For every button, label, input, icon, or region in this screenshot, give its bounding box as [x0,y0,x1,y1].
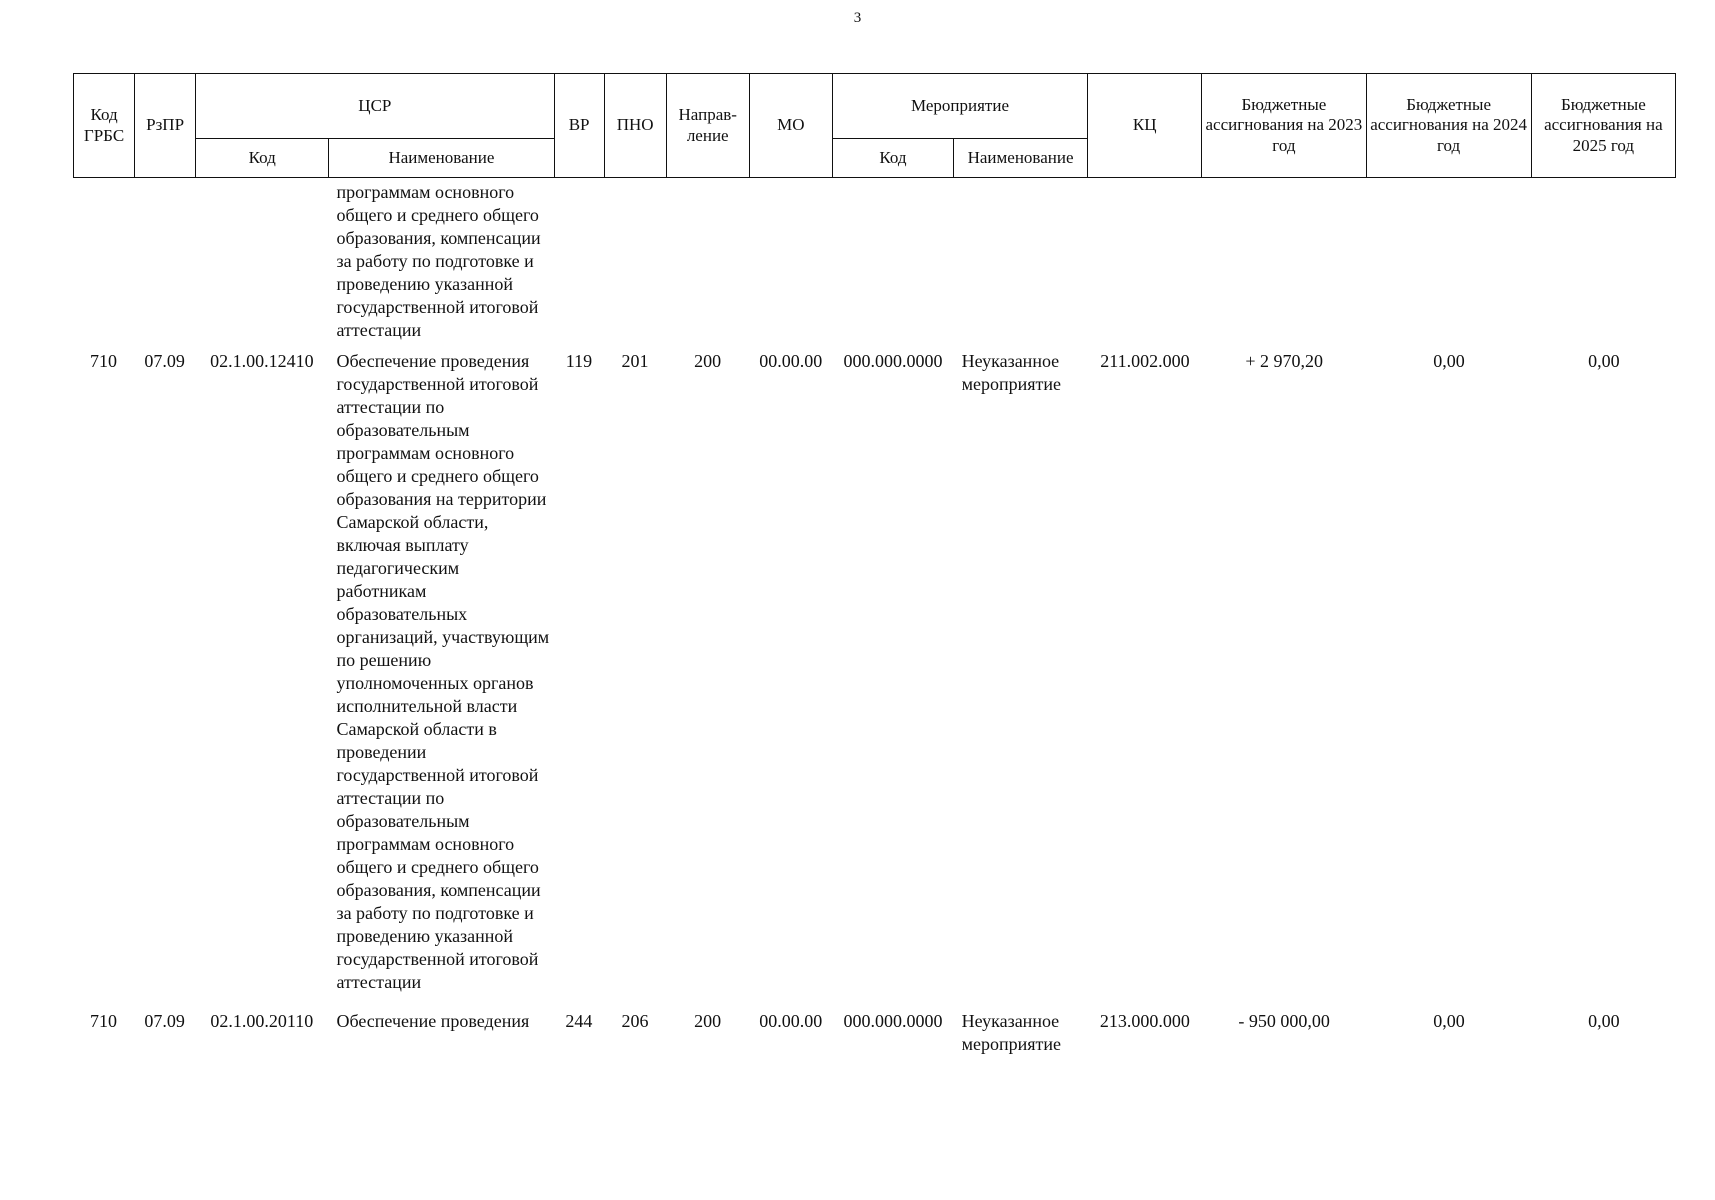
cell-csr-kod: 02.1.00.12410 [210,351,314,371]
table-body [73,181,1676,1056]
cell-mer-name: Неуказанное мероприятие [961,351,1061,394]
page-number: 3 [853,10,862,26]
cell-pno: 206 [621,1011,649,1031]
header-budget-2025: Бюджетные ассигнования на 2025 год [1531,74,1675,178]
header-mer-kod: Код [832,139,953,178]
cell-budget-2023: - 950 000,00 [1238,1011,1330,1031]
cell-kc: 211.002.000 [1100,351,1190,371]
cell-budget-2025 [1532,181,1676,342]
cell-budget-2024 [1366,181,1531,342]
header-budget-2024: Бюджетные ассигнования на 2024 год [1366,74,1531,178]
cell-rzpr [134,181,195,342]
header-meropriyatie: Мероприятие [832,74,1087,139]
cell-rzpr: 07.09 [144,351,185,371]
header-napravlenie: Направ-ление [666,74,749,178]
header-kc: КЦ [1088,74,1202,178]
cell-csr-name: Обеспечение проведения государственной итоговой аттестации по образовательным программам основного общего и среднего общего образования на территории Самарской области, включая выплату педагогическим работникам образовательных организаций, участвующим по решению уполномоченных органов исполнительной власти Самарской области в проведении государственной итоговой аттестации по образовательным программам основного общего и среднего общего образования, компенсации за работу по подготовке и проведению указанной государственной итоговой аттестации [336,351,550,992]
cell-budget-2025: 0,00 [1588,351,1620,371]
cell-budget-2024: 0,00 [1433,351,1465,371]
cell-kod-grbs: 710 [90,1011,118,1031]
cell-mer-name [954,181,1088,342]
table-header [73,73,1676,178]
cell-budget-2023 [1202,181,1366,342]
cell-mo: 00.00.00 [759,1011,823,1031]
cell-vr: 244 [565,1011,593,1031]
cell-vr: 119 [565,351,593,371]
cell-pno [604,181,666,342]
cell-kod-grbs [73,181,134,342]
cell-csr-kod [195,181,328,342]
cell-mer-kod: 000.000.0000 [843,1011,943,1031]
cell-napravlenie: 200 [694,1011,722,1031]
cell-budget-2025: 0,00 [1588,1011,1620,1031]
header-csr-kod: Код [196,139,329,178]
cell-csr-name: программам основного общего и среднего общего образования, компенсации за работу по подготовке и проведению указанной государственной итоговой аттестации [336,182,541,340]
cell-vr [554,181,604,342]
header-mo: МО [749,74,832,178]
table-row [73,181,1676,342]
header-budget-2023: Бюджетные ассигнования на 2023 год [1202,74,1366,178]
header-kod-grbs: Код ГРБС [74,74,135,178]
table-row [73,342,1676,994]
cell-mo [749,181,832,342]
cell-csr-name: Обеспечение проведения [336,1011,530,1031]
cell-budget-2023: + 2 970,20 [1245,351,1323,371]
cell-mer-kod: 000.000.0000 [843,351,943,371]
cell-mer-name: Неуказанное мероприятие [961,1011,1061,1054]
cell-rzpr: 07.09 [144,1011,185,1031]
cell-kc: 213.000.000 [1099,1011,1190,1031]
cell-budget-2024: 0,00 [1433,1011,1465,1031]
cell-pno: 201 [621,351,649,371]
cell-kc [1088,181,1202,342]
header-pno: ПНО [604,74,666,178]
cell-napravlenie [666,181,749,342]
table-row [73,994,1676,1056]
header-csr: ЦСР [196,74,554,139]
header-mer-name: Наименование [954,139,1088,178]
header-csr-name: Наименование [329,139,554,178]
cell-kod-grbs: 710 [90,351,118,371]
cell-mo: 00.00.00 [759,351,823,371]
cell-csr-kod: 02.1.00.20110 [210,1011,314,1031]
header-rzpr: РзПР [135,74,196,178]
cell-mer-kod [832,181,953,342]
cell-napravlenie: 200 [694,351,722,371]
header-vr: ВР [554,74,604,178]
